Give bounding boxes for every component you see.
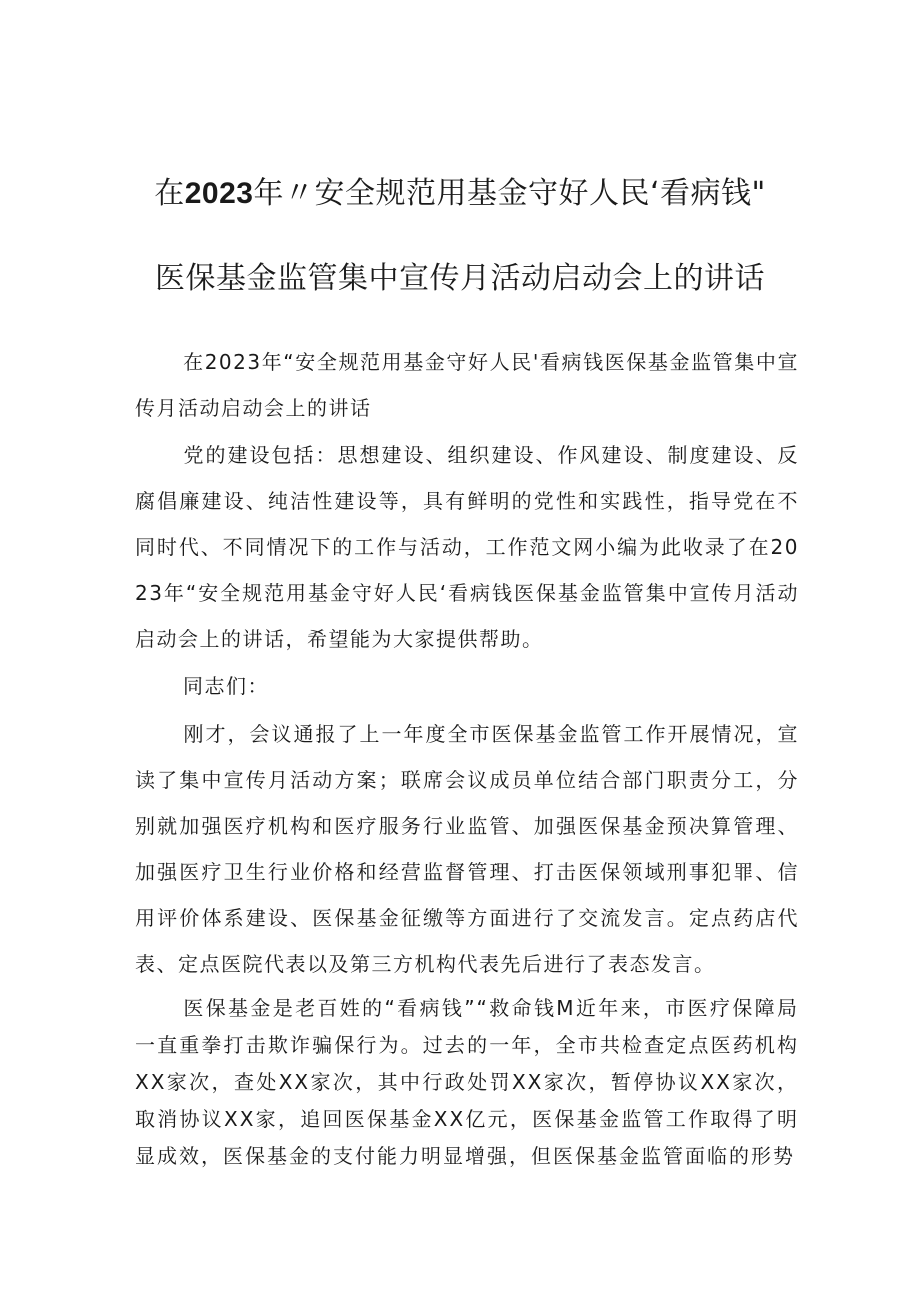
paragraph-fund-supervision bbox=[135, 990, 799, 1175]
title-year: 2023 bbox=[184, 177, 254, 210]
paragraph-salutation bbox=[135, 663, 799, 709]
title-prefix: 在 bbox=[154, 176, 185, 211]
paragraph-text: 党的建设包括：思想建设、组织建设、作风建设、制度建设、反腐倡廉建设、纯洁性建设等，具有鲜明的党性和实践性，指导党在不同时代、不同情况下的工作与活动，工作范文网小编为此收录了在2023年“安全规范用基金守好人民‘看病钱医保基金监管集中宣传月活动启动会上的讲话，希望能为大家提供帮助。 bbox=[135, 443, 799, 651]
paragraph-heading-repeat bbox=[135, 339, 799, 431]
document-title-line-1 bbox=[0, 168, 920, 212]
title-rest: 年〃安全规范用基金守好人民‘看病钱" bbox=[253, 176, 766, 211]
paragraph-text: 在2023年“安全规范用基金守好人民'看病钱医保基金监管集中宣传月活动启动会上的讲话 bbox=[135, 350, 799, 420]
paragraph-intro bbox=[135, 432, 799, 662]
paragraph-text: 医保基金是老百姓的“看病钱”“救命钱M近年来，市医疗保障局一直重拳打击欺诈骗保行为。过去的一年，全市共检查定点医药机构XX家次，查处XX家次，其中行政处罚XX家次，暂停协议XX家次，取消协议XX家，追回医保基金XX亿元，医保基金监管工作取得了明显成效，医保基金的支付能力明显增强，但医保基金监管面临的形势 bbox=[135, 996, 799, 1168]
paragraph-meeting-summary bbox=[135, 711, 799, 987]
paragraph-text: 同志们： bbox=[183, 674, 269, 698]
document-title-line-2: 医保基金监管集中宣传月活动启动会上的讲话 bbox=[155, 261, 765, 296]
paragraph-text: 刚才，会议通报了上一年度全市医保基金监管工作开展情况，宣读了集中宣传月活动方案；联席会议成员单位结合部门职责分工，分别就加强医疗机构和医疗服务行业监管、加强医保基金预决算管理、加强医疗卫生行业价格和经营监督管理、打击医保领域刑事犯罪、信用评价体系建设、医保基金征缴等方面进行了交流发言。定点药店代表、定点医院代表以及第三方机构代表先后进行了表态发言。 bbox=[135, 722, 799, 976]
